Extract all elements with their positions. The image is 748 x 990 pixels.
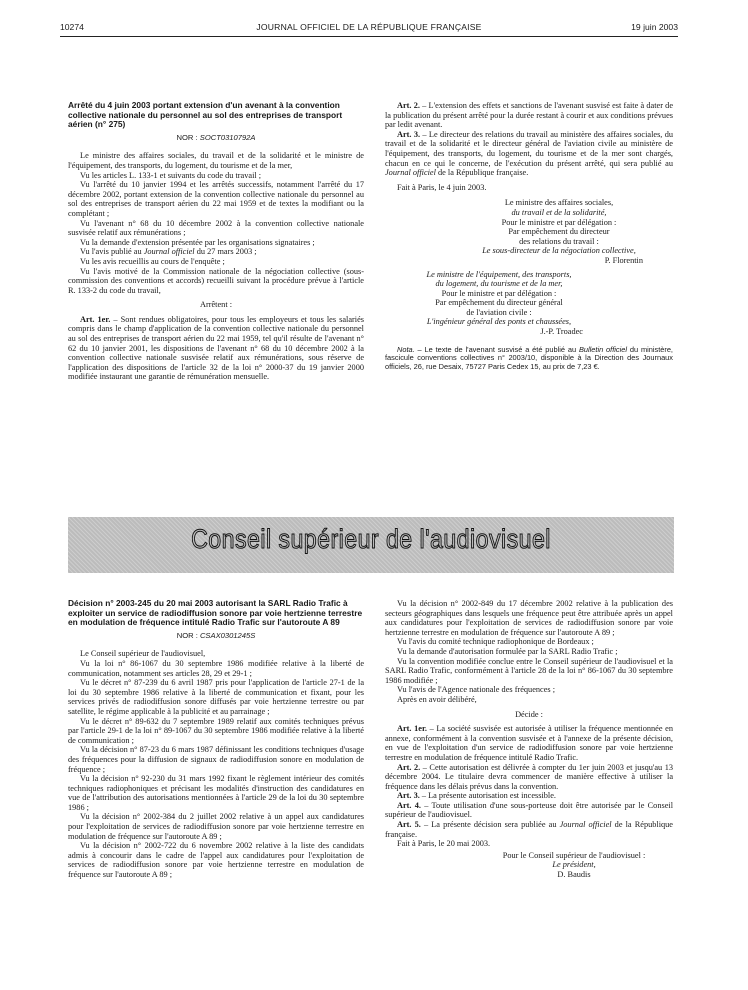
signature-block-1: Le ministre des affaires sociales, du travail et de la solidarité, Pour le ministre et par délégation : Par empêchement du directeur des relations du travail : Le sous-directeur de la négociation collective, P. Florentin (482, 198, 643, 265)
paragraph: Vu le décret n° 87-239 du 6 avril 1987 pris pour l'application de l'article 27-1 de la loi du 30 septembre 1986 relative à la liberté de communication et fixant, pour les services privés de radiodiffusion sonore diffusés par voie hertzienne terrestre ou par satellite, le régime applicable à la publicité et au parrainage ; (68, 678, 364, 716)
issue-date: 19 juin 2003 (631, 22, 678, 32)
arretent-heading: Arrêtent : (199, 300, 233, 310)
paragraph: Vu le décret n° 89-632 du 7 septembre 1989 relatif aux comités techniques prévus par l'article 29-1 de la loi n° 89-1067 du 30 septembre 1986 modifiée relative à la liberté de communication ; (68, 716, 364, 745)
paragraph: Vu la loi n° 86-1067 du 30 septembre 1986 modifiée relative à la liberté de communication, notamment ses articles 28, 29 et 29-1 ; (68, 658, 364, 678)
article-1: Art. 1er. – Sont rendues obligatoires, pour tous les employeurs et tous les salariés compris dans le champ d'application de la convention collective nationale du personnel au sol des entreprises de transport aérien du 22 mai 1959, tel qu'il résulte de l'avenant n° 62 du 10 janvier 2001, les dispositions de l'avenant n° 68 du 10 décembre 2002 à la convention collective nationale susvisée relatif aux rémunérations, sous réserve de l'application des dispositions de l'article 32 de la loi n° 2000-37 du 19 janvier 2000 modifiée instaurant une garantie de rémunération mensuelle. (68, 314, 364, 382)
arrete-title: Arrêté du 4 juin 2003 portant extension d'un avenant à la convention collective nationale du personnel au sol des entreprises de transport aérien (n° 275) (68, 100, 343, 130)
decision-title: Décision n° 2003-245 du 20 mai 2003 autorisant la SARL Radio Trafic à exploiter un service de radiodiffusion sonore par voie hertzienne terrestre en modulation de fréquence intitulé Radio Trafic sur l'autoroute A 89 (68, 598, 363, 628)
paragraph: Vu l'avis de l'Agence nationale des fréquences ; (397, 685, 555, 695)
banner-title: Conseil supérieur de l'audiovisuel (191, 524, 551, 554)
article-1: Art. 1er. – La société susvisée est autorisée à utiliser la fréquence mentionnée en annexe, conformément à la convention susvisée et à l'annexe de la présente décision, en vue de l'exploitation d'un service de radiodiffusion sonore par voie hertzienne terrestre en modulation de fréquence intitulé Radio Trafic. (385, 724, 673, 762)
paragraph: Vu l'avenant n° 68 du 10 décembre 2002 à la convention collective nationale susvisée relatif aux rémunérations ; (68, 218, 364, 238)
decide-heading: Décide : (515, 709, 543, 719)
decision-nor: NOR : CSAX0301245S (176, 630, 256, 640)
paragraph: Vu l'avis du comité technique radiophonique de Bordeaux ; (397, 637, 594, 647)
article-4: Art. 4. – Toute utilisation d'une sous-porteuse doit être autorisée par le Conseil supérieur de l'audiovisuel. (385, 800, 674, 820)
paragraph: Vu la décision n° 87-23 du 6 mars 1987 définissant les conditions techniques d'usage des fréquences pour la diffusion de signaux de radiodiffusion sonore en modulation de fréquence ; (68, 745, 364, 774)
paragraph: Vu la décision n° 2002-849 du 17 décembre 2002 relative à la publication des secteurs géographiques dans lesquels une fréquence peut être attribuée après un appel aux candidatures pour l'exploitation de services de radiodiffusion sonore par voie hertzienne terrestre en modulation de fréquence sur l'autoroute A 89 ; (385, 599, 673, 637)
paragraph: Vu les articles L. 133-1 et suivants du code du travail ; (80, 170, 262, 180)
paragraph: Vu la demande d'autorisation formulée par la SARL Radio Trafic ; (397, 646, 618, 656)
signature-block-3: Pour le Conseil supérieur de l'audiovisuel : Le président, D. Baudis (502, 850, 646, 880)
section-banner (68, 517, 674, 573)
paragraph: Le ministre des affaires sociales, du travail et de la solidarité et le ministre de l'équipement, des transports, du logement, du tourisme et de la mer, (68, 151, 364, 170)
article-5: Art. 5. – La présente décision sera publiée au Journal officiel de la République française. (385, 820, 673, 839)
page-number: 10274 (60, 22, 84, 32)
journal-title: JOURNAL OFFICIEL DE LA RÉPUBLIQUE FRANÇAISE (256, 22, 482, 32)
paragraph: Vu la décision n° 2002-384 du 2 juillet 2002 relative à un appel aux candidatures pour l'exploitation de services de radiodiffusion sonore par voie hertzienne terrestre en modulation de fréquence sur l'autoroute A 89 ; (68, 812, 364, 841)
article-3: Art. 3. – La présente autorisation est incessible. (397, 791, 556, 801)
fait-a-paris: Fait à Paris, le 4 juin 2003. (397, 182, 487, 192)
paragraph: Après en avoir délibéré, (397, 694, 477, 704)
nota-footnote: Nota. – Le texte de l'avenant susvisé a été publié au Bulletin officiel du ministère, fascicule conventions collectives n° 2003/10, disponible à la Direction des Journaux officiels, 26, rue Desaix, 75727 Paris Cedex 15, au prix de 7,23 €. (385, 344, 673, 371)
paragraph: Vu l'avis publié au Journal officiel du 27 mars 2003 ; (80, 247, 257, 257)
column-1 (68, 101, 364, 382)
paragraph: Vu la convention modifiée conclue entre le Conseil supérieur de l'audiovisuel et la SARL Radio Trafic, conformément à l'article 28 de la loi n° 86-1067 du 30 septembre 1986 modifiée ; (385, 656, 673, 685)
article-2: Art. 2. – L'extension des effets et sanctions de l'avenant susvisé est faite à dater de la publication du présent arrêté pour la durée restant à courir et aux conditions prévues par ledit avenant. (385, 101, 674, 130)
paragraph: Vu la décision n° 2002-722 du 6 novembre 2002 relative à la liste des candidats admis à concourir dans le cadre de l'appel aux candidatures pour l'exploitation de services de radiodiffusion sonore par voie hertzienne terrestre en modulation de fréquence sur l'autoroute A 89 ; (68, 841, 364, 880)
paragraph: Vu l'arrêté du 10 janvier 1994 et les arrêtés successifs, notamment l'arrêté du 17 décembre 2002, portant extension de la convention collective nationale du personnel au sol des entreprises de transport aérien du 22 mai 1959 et de textes la modifiant ou la complétant ; (68, 180, 364, 218)
paragraph: Le Conseil supérieur de l'audiovisuel, (80, 649, 206, 659)
paragraph: Vu la demande d'extension présentée par les organisations signataires ; (80, 237, 315, 247)
article-3: Art. 3. – Le directeur des relations du travail au ministère des affaires sociales, du travail et de la solidarité et le directeur général de l'aviation civile au ministère de l'équipement, des transports, du logement, du tourisme et de la mer sont chargés, chacun en ce qui le concerne, de l'exécution du présent arrêté, qui sera publié au Journal officiel de la République française. (385, 129, 673, 178)
signature-block-2: Le ministre de l'équipement, des transports, du logement, du tourisme et de la mer, Pour le ministre et par délégation : Par empêchement du directeur général de l'aviation civile : L'ingénieur général des ponts et chaussées, J.-P. Troadec (426, 269, 583, 337)
column-3 (68, 599, 364, 880)
paragraph: Vu l'avis motivé de la Commission nationale de la négociation collective (sous-commission des conventions et accords) recueilli suivant la procédure prévue à l'article R. 133-2 du code du travail, (68, 266, 364, 295)
paragraph: Vu la décision n° 92-230 du 31 mars 1992 fixant le règlement intérieur des comités techniques radiophoniques et précisant les modalités d'instruction des candidatures en vue de l'attribution des autorisations mentionnées à l'article 29 de la loi du 30 septembre 1986 ; (68, 774, 364, 812)
column-2 (385, 101, 673, 371)
column-4 (385, 599, 673, 880)
running-header (60, 22, 678, 37)
paragraph: Vu les avis recueillis au cours de l'enquête ; (80, 256, 225, 266)
article-2: Art. 2. – Cette autorisation est délivrée à compter du 1er juin 2003 et jusqu'au 13 décembre 2004. Le titulaire devra commencer de manière effective à utiliser la fréquence dans les délais prévus dans la convention. (385, 762, 673, 791)
arrete-nor: NOR : SOCT0310792A (176, 132, 256, 142)
fait-a-paris: Fait à Paris, le 20 mai 2003. (397, 839, 491, 849)
